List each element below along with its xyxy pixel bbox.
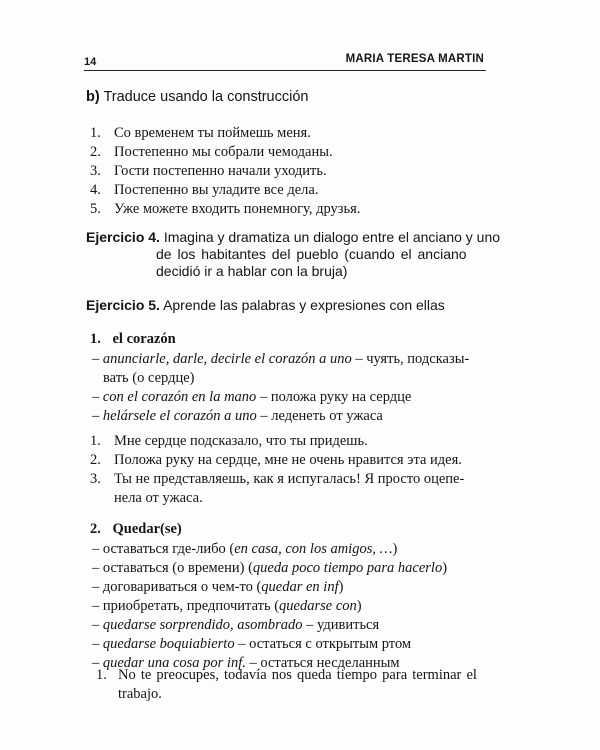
expression-ru-cont: вать (о сердце) <box>103 370 195 386</box>
exercise-4-label: Ejercicio 4. <box>86 229 160 245</box>
item-text-cont: нела от ужаса. <box>114 490 203 506</box>
list-item: – quedarse boquiabierto – остаться с открытым ртом <box>92 636 412 652</box>
expression-es: en casa, con los amigos, … <box>234 541 393 557</box>
exercise-5-label: Ejercicio 5. <box>86 297 160 313</box>
list-item: – quedarse sorprendido, asombrado – удивиться <box>92 617 380 633</box>
item-number: 2. <box>90 144 101 160</box>
expression-ru: – удивиться <box>302 617 380 633</box>
expression-es: quedar una cosa por inf. <box>102 655 246 671</box>
item-text: Мне сердце подсказало, что ты придешь. <box>114 433 368 449</box>
corazon-expressions <box>92 350 469 426</box>
item-number: 2. <box>90 452 101 468</box>
list-item: – anunciarle, darle, decirle el corazón a uno – чуять, подсказы- <box>92 351 470 367</box>
expression-es: quedarse boquiabierto <box>102 636 235 652</box>
list-item <box>90 200 490 219</box>
exercise-4-line3: decidió ir a hablar con la bruja) <box>156 263 348 279</box>
list-item <box>90 489 510 508</box>
item-text: Постепенно мы собрали чемоданы. <box>114 144 333 160</box>
item-text: Со временем ты поймешь меня. <box>114 125 311 141</box>
exercise-4-line2: de los habitantes del pueblo (cuando el anciano <box>156 246 467 262</box>
list-item <box>90 162 490 181</box>
list-item <box>90 181 490 200</box>
exercise-5-text: Aprende las palabras y expresiones con ellas <box>163 297 445 313</box>
list-item: – quedar una cosa por inf. – остаться несделанным <box>92 655 400 671</box>
quedar-example-line1: No te preocupes, todavía nos queda tiempo para terminar el <box>118 667 477 683</box>
expression-ru: – чуять, подсказы- <box>351 351 470 367</box>
quedar-heading <box>90 521 182 538</box>
expression-ru: договариваться о чем-то ( <box>102 579 262 595</box>
corazon-sentences <box>90 432 510 508</box>
item-number: 3. <box>90 471 101 487</box>
expression-ru: приобретать, предпочитать ( <box>102 598 280 614</box>
exercise-4-line1: Imagina y dramatiza un dialogo entre el anciano y uno <box>163 229 501 245</box>
expression-es: helársele el corazón a uno <box>102 408 257 424</box>
list-item <box>92 369 469 388</box>
list-item: – con el corazón en la mano – положа руку на сердце <box>92 389 412 405</box>
expression-end: ) <box>356 598 362 614</box>
item-text: Гости постепенно начали уходить. <box>114 163 327 179</box>
corazon-number: 1. <box>90 331 101 347</box>
header-rule <box>84 70 486 71</box>
expression-ru: оставаться где-либо ( <box>102 541 235 557</box>
list-item <box>90 432 510 451</box>
item-text: Положа руку на сердце, мне не очень нравится эта идея. <box>114 452 462 468</box>
expression-ru: – остаться с открытым ртом <box>234 636 412 652</box>
page-number: 14 <box>84 56 97 68</box>
item-text: Постепенно вы уладите все дела. <box>114 182 319 198</box>
quedar-title: Quedar(se) <box>112 521 182 537</box>
item-number: 5. <box>90 201 101 217</box>
list-item: – договариваться о чем-то (quedar en inf) <box>92 579 344 595</box>
item-text: Уже можете входить понемногу, друзья. <box>114 201 361 217</box>
expression-ru: оставаться (о времени) ( <box>102 560 253 576</box>
item-number: 4. <box>90 182 101 198</box>
list-item <box>90 470 510 489</box>
quedar-example-number: 1. <box>96 667 107 683</box>
section-b-list <box>90 124 490 219</box>
expression-end: ) <box>442 560 448 576</box>
section-b-title <box>86 89 308 105</box>
expression-es: quedar en inf <box>261 579 339 595</box>
section-b-label: b) <box>86 89 100 105</box>
expression-es: anunciarle, darle, decirle el corazón a uno <box>102 351 352 367</box>
list-item: – оставаться где-либо (en casa, con los amigos, …) <box>92 541 398 557</box>
corazon-title: el corazón <box>112 331 176 347</box>
corazon-heading <box>90 331 176 348</box>
section-b-text: Traduce usando la construcción <box>103 89 309 105</box>
expression-ru: – леденеть от ужаса <box>256 408 383 424</box>
list-item <box>90 143 490 162</box>
item-number: 1. <box>90 433 101 449</box>
list-item: – приобретать, предпочитать (quedarse con) <box>92 598 362 614</box>
expression-ru: – положа руку на сердце <box>256 389 412 405</box>
running-header-author: MARIA TERESA MARTIN <box>345 53 484 65</box>
expression-es: con el corazón en la mano <box>102 389 257 405</box>
quedar-expressions <box>92 540 447 673</box>
quedar-example-line2: trabajo. <box>118 686 162 702</box>
expression-es: quedarse sorprendido, asombrado <box>102 617 303 633</box>
quedar-number: 2. <box>90 521 101 537</box>
expression-es: queda poco tiempo para hacerlo <box>252 560 443 576</box>
item-number: 3. <box>90 163 101 179</box>
exercise-4 <box>86 229 500 245</box>
expression-end: ) <box>392 541 398 557</box>
list-item: – helársele el corazón a uno – леденеть от ужаса <box>92 408 383 424</box>
item-number: 1. <box>90 125 101 141</box>
list-item <box>90 124 490 143</box>
exercise-5 <box>86 297 445 313</box>
item-text: Ты не представляешь, как я испугалась! Я просто оцепе- <box>114 471 465 487</box>
list-item: – оставаться (о времени) (queda poco tiempo para hacerlo) <box>92 560 448 576</box>
expression-end: ) <box>338 579 344 595</box>
list-item <box>90 451 510 470</box>
expression-es: quedarse con <box>279 598 357 614</box>
expression-ru: – остаться несделанным <box>245 655 400 671</box>
